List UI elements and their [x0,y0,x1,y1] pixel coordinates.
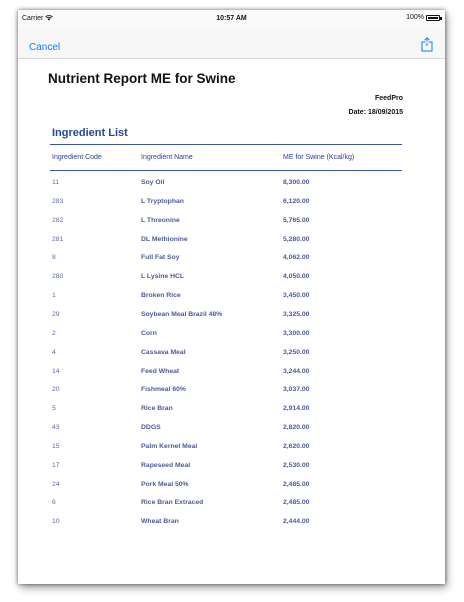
table-row [18,405,445,423]
ingredient-code-cell: 281 [52,235,64,243]
me-value-cell: 5,280.00 [283,235,310,243]
ingredient-code-cell: 14 [52,367,60,375]
me-value-cell: 5,765.00 [283,216,310,224]
ingredient-name-cell: L Threonine [141,216,180,224]
me-value-cell: 2,914.00 [283,405,310,413]
ingredient-code-cell: 20 [52,386,60,394]
ingredient-code-cell: 4 [52,348,56,356]
ingredient-name-cell: Fishmeal 60% [141,386,186,394]
ingredient-code-cell: 8 [52,254,56,262]
table-row [18,518,445,536]
ingredient-name-cell: Wheat Bran [141,518,179,526]
header-bottom-divider [50,170,402,171]
table-row [18,198,445,216]
me-value-cell: 4,062.00 [283,254,310,262]
ingredient-name-cell: Rice Bran [141,405,173,413]
ingredient-code-cell: 43 [52,424,60,432]
ingredient-name-cell: L Tryptophan [141,197,184,205]
ingredient-name-cell: Rapeseed Meal [141,461,191,469]
ingredient-code-cell: 5 [52,405,56,413]
ingredient-code-cell: 1 [52,292,56,300]
share-button[interactable] [421,37,433,57]
table-row [18,254,445,272]
clock: 10:57 AM [216,15,247,22]
ingredient-code-cell: 280 [52,273,64,281]
battery-percent: 100% [406,14,424,21]
me-value-cell: 2,485.00 [283,499,310,507]
me-value-cell: 2,620.00 [283,442,310,450]
ingredient-code-cell: 11 [52,179,60,186]
me-value-cell: 3,325.00 [283,310,310,318]
share-icon [421,37,433,52]
ingredient-name-cell: Corn [141,329,157,337]
battery-indicator [406,14,440,21]
ipad-screen [18,10,445,584]
ingredient-code-cell: 282 [52,216,64,224]
me-value-cell: 3,250.00 [283,348,310,356]
header-top-divider [50,144,402,145]
ingredient-name-cell: Broken Rice [141,292,181,300]
ingredient-name-cell: Full Fat Soy [141,254,180,262]
column-header-me: ME for Swine (Kcal/kg) [283,154,355,161]
ingredient-name-cell: L Lysine HCL [141,273,185,281]
table-row [18,273,445,291]
me-value-cell: 3,244.00 [283,367,310,375]
table-row [18,499,445,517]
ingredient-name-cell: Rice Bran Extraced [141,499,204,507]
ingredient-name-cell: DDGS [141,424,161,432]
carrier-text: Carrier [22,15,44,22]
table-row [18,330,445,348]
me-value-cell: 2,820.00 [283,424,310,432]
ingredient-name-cell: Cassava Meal [141,348,186,356]
ingredient-code-cell: 2 [52,329,56,337]
table-row [18,349,445,367]
section-title: Ingredient List [52,127,128,139]
ingredient-name-cell: Soy Oil [141,179,165,186]
column-header-code: Ingredient Code [52,154,102,161]
table-row [18,311,445,329]
table-row [18,179,445,197]
report-document [18,59,445,584]
ingredient-name-cell: Pork Meal 50% [141,480,189,488]
table-row [18,386,445,404]
table-row [18,462,445,480]
me-value-cell: 2,530.00 [283,461,310,469]
navigation-bar [18,28,445,59]
table-row [18,481,445,499]
report-title: Nutrient Report ME for Swine [48,71,236,86]
me-value-cell: 3,037.00 [283,386,310,394]
table-row [18,424,445,442]
table-row [18,443,445,461]
ingredient-code-cell: 24 [52,480,60,488]
column-header-name: Ingredient Name [141,154,193,161]
table-row [18,368,445,386]
me-value-cell: 3,300.00 [283,329,310,337]
me-value-cell: 3,450.00 [283,292,310,300]
report-date: Date: 18/09/2015 [348,109,403,116]
ingredient-code-cell: 17 [52,461,60,469]
me-value-cell: 2,485.00 [283,480,310,488]
ingredient-name-cell: Soybean Meal Brazil 48% [141,310,223,318]
ingredient-code-cell: 283 [52,197,64,205]
cancel-button[interactable]: Cancel [29,42,61,53]
me-value-cell: 8,300.00 [283,179,310,186]
table-row [18,217,445,235]
company-name: FeedPro [374,95,403,102]
ingredient-code-cell: 15 [52,442,60,450]
table-row [18,292,445,310]
me-value-cell: 6,120.00 [283,197,310,205]
ingredient-code-cell: 29 [52,310,60,318]
ingredient-name-cell: Palm Kernel Meal [141,442,198,450]
ingredient-name-cell: Feed Wheat [141,367,180,375]
me-value-cell: 2,444.00 [283,518,310,526]
status-bar [18,10,445,28]
ingredient-name-cell: DL Methionine [141,235,188,243]
battery-icon [426,15,440,21]
ingredient-code-cell: 10 [52,518,60,526]
ingredient-code-cell: 6 [52,499,56,507]
table-row [18,236,445,254]
me-value-cell: 4,050.00 [283,273,310,281]
